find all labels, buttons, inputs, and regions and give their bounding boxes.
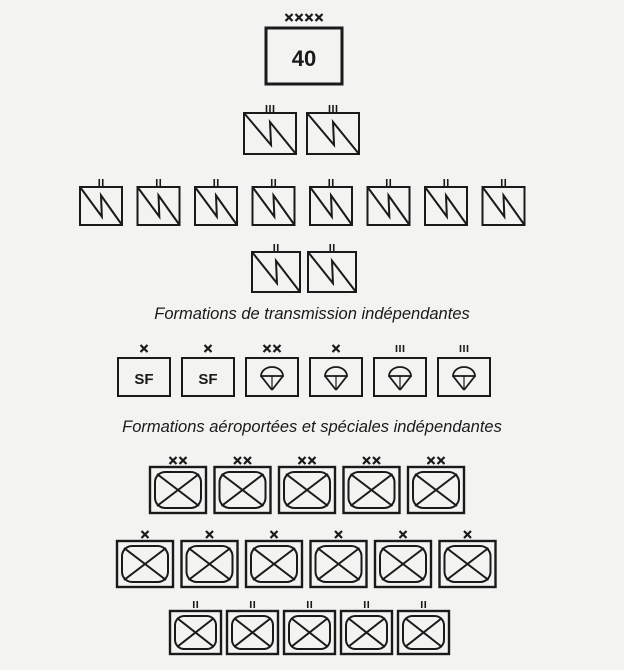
armored-unit	[246, 531, 302, 587]
echelon-marker	[464, 531, 471, 538]
special-forces-unit	[118, 345, 170, 396]
echelon-marker	[400, 531, 407, 538]
echelon-marker	[157, 179, 161, 186]
signal-unit	[483, 179, 525, 225]
armored-unit	[117, 531, 173, 587]
armored-unit	[182, 531, 238, 587]
army-hq-symbol	[266, 14, 342, 84]
echelon-marker	[335, 531, 342, 538]
echelon-marker	[194, 601, 198, 608]
armored-unit	[398, 601, 449, 654]
armored-unit	[344, 457, 400, 513]
echelon-marker	[330, 244, 334, 251]
echelon-marker	[234, 457, 251, 464]
echelon-marker	[271, 531, 278, 538]
armored-unit	[341, 601, 392, 654]
parachute-icon	[389, 367, 411, 390]
parachute-icon	[453, 367, 475, 390]
echelon-marker	[205, 345, 212, 352]
airborne-unit	[438, 345, 490, 396]
signal-unit	[310, 179, 352, 225]
signal-unit	[252, 244, 300, 292]
echelon-marker	[142, 531, 149, 538]
airborne-unit	[374, 345, 426, 396]
echelon-marker	[206, 531, 213, 538]
caption-airborne-special-formations: Formations aéroportées et spéciales indépendantes	[122, 418, 502, 436]
signal-unit	[195, 179, 237, 225]
armored-unit	[311, 531, 367, 587]
armored-unit	[440, 531, 496, 587]
armored-unit	[284, 601, 335, 654]
echelon-marker	[397, 345, 404, 352]
echelon-marker	[272, 179, 276, 186]
echelon-marker	[251, 601, 255, 608]
echelon-marker	[264, 345, 281, 352]
army-number: 40	[291, 46, 317, 71]
signal-unit	[80, 179, 122, 225]
echelon-marker	[502, 179, 506, 186]
signal-unit	[425, 179, 467, 225]
signal-unit	[308, 244, 356, 292]
echelon-marker	[422, 601, 426, 608]
echelon-marker	[461, 345, 468, 352]
signal-unit	[138, 179, 180, 225]
airborne-unit	[310, 345, 362, 396]
armored-unit	[170, 601, 221, 654]
echelon-marker	[444, 179, 448, 186]
echelon-marker	[363, 457, 380, 464]
armored-unit	[150, 457, 206, 513]
echelon-marker	[267, 105, 274, 112]
echelon-marker	[214, 179, 218, 186]
echelon-marker	[365, 601, 369, 608]
signal-unit	[368, 179, 410, 225]
echelon-marker	[428, 457, 445, 464]
parachute-icon	[325, 367, 347, 390]
signal-unit	[244, 105, 296, 154]
caption-signal-formations: Formations de transmission indépendantes	[154, 305, 470, 323]
echelon-marker	[387, 179, 391, 186]
echelon-marker	[329, 179, 333, 186]
echelon-marker	[333, 345, 340, 352]
army-echelon-marker	[286, 14, 323, 21]
armored-unit	[227, 601, 278, 654]
echelon-marker	[141, 345, 148, 352]
airborne-unit	[246, 345, 298, 396]
echelon-marker	[170, 457, 187, 464]
signal-unit	[307, 105, 359, 154]
echelon-marker	[330, 105, 337, 112]
signal-unit	[253, 179, 295, 225]
echelon-marker	[274, 244, 278, 251]
special-forces-unit	[182, 345, 234, 396]
armored-unit	[215, 457, 271, 513]
echelon-marker	[99, 179, 103, 186]
echelon-marker	[308, 601, 312, 608]
unit-label: SF	[134, 371, 154, 388]
armored-unit	[279, 457, 335, 513]
parachute-icon	[261, 367, 283, 390]
armored-unit	[408, 457, 464, 513]
echelon-marker	[299, 457, 316, 464]
unit-label: SF	[198, 371, 218, 388]
armored-unit	[375, 531, 431, 587]
